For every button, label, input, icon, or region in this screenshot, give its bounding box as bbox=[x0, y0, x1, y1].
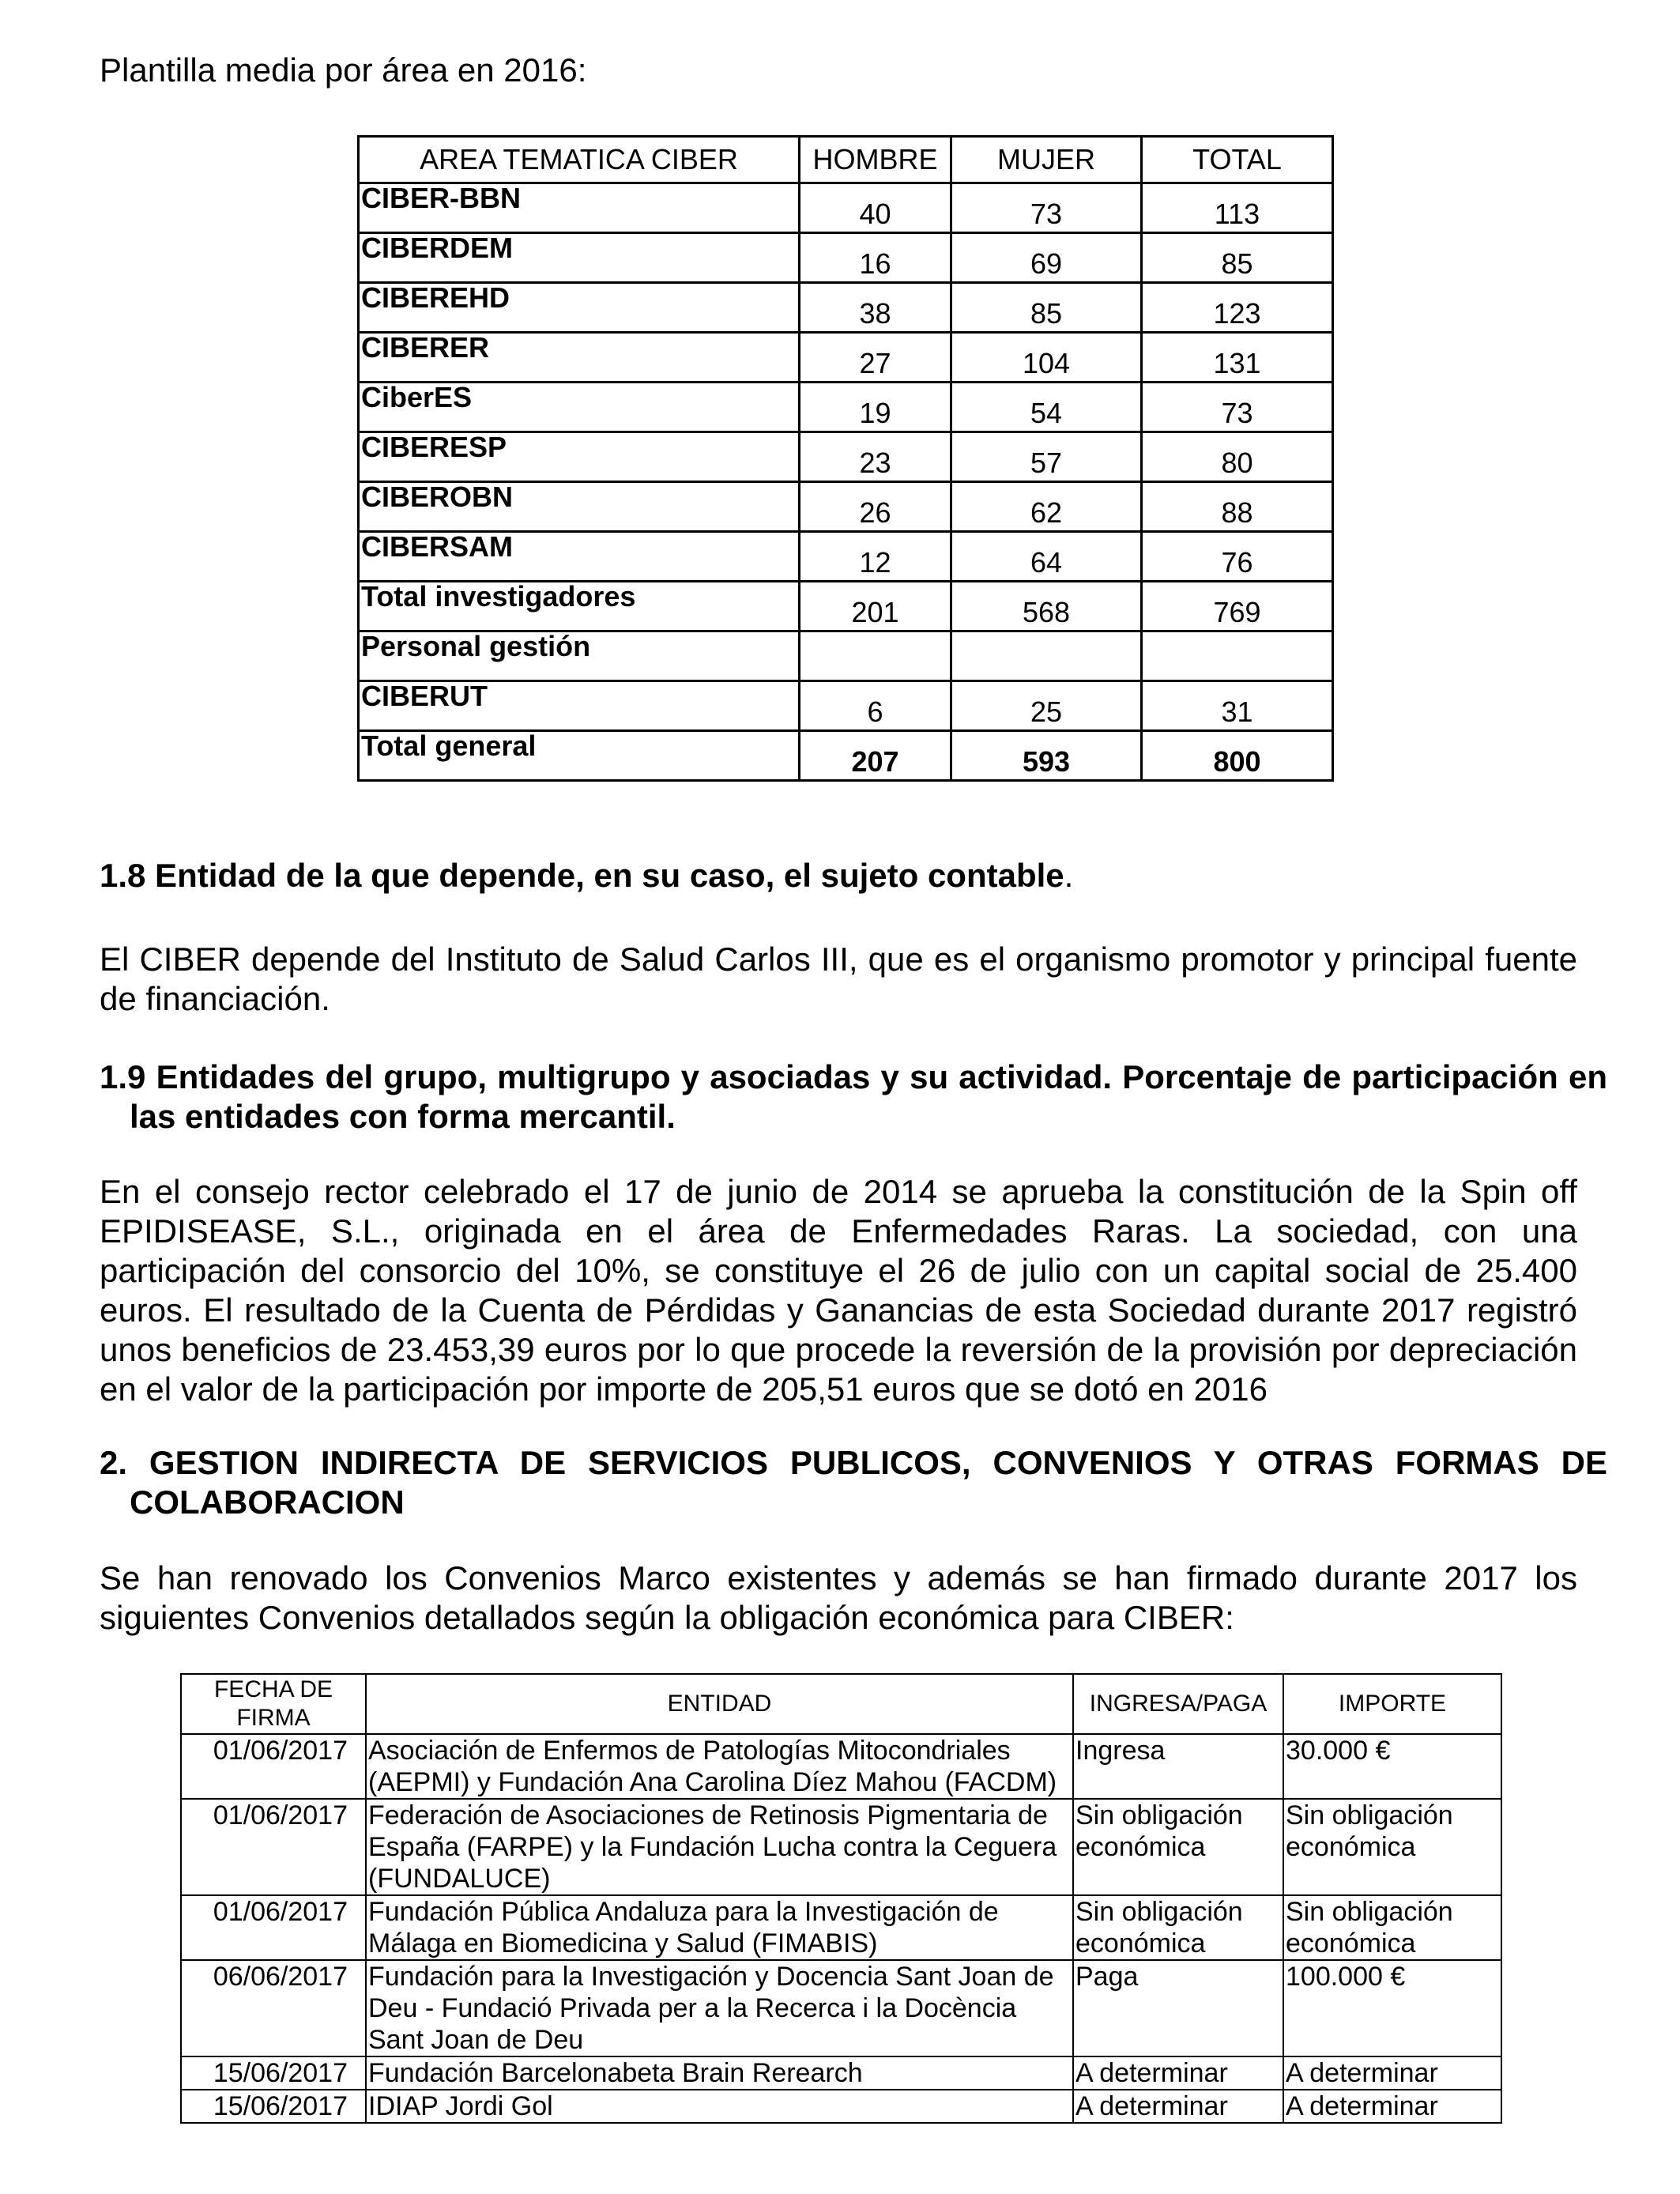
agreements-table-header bbox=[181, 1674, 1501, 1734]
area-cell: CIBERSAM bbox=[359, 532, 800, 582]
table-row bbox=[181, 1734, 1501, 1799]
section-1-8-heading-suffix: . bbox=[1064, 857, 1074, 894]
table-row bbox=[359, 333, 1333, 383]
hombre-cell: 6 bbox=[800, 681, 951, 731]
total-cell: 800 bbox=[1142, 731, 1333, 781]
hombre-cell: 12 bbox=[800, 532, 951, 582]
table-row-total bbox=[359, 731, 1333, 781]
agreements-table bbox=[180, 1673, 1502, 2124]
date-cell: 01/06/2017 bbox=[181, 1734, 366, 1799]
hombre-cell bbox=[800, 631, 951, 681]
area-cell: CIBER-BBN bbox=[359, 183, 800, 233]
table-row bbox=[181, 1895, 1501, 1960]
date-cell: 06/06/2017 bbox=[181, 1960, 366, 2056]
total-cell: 80 bbox=[1142, 432, 1333, 482]
table-row bbox=[359, 582, 1333, 631]
obligation-cell: Sin obligación económica bbox=[1073, 1799, 1283, 1895]
section-1-9-text: En el consejo rector celebrado el 17 de junio de 2014 se aprueba la constitución de la Spin off EPIDISEASE, S.L., originada en el área de Enfermedades Raras. La sociedad, con una participación del consorcio del 10%, se constituye el 26 de julio con un capital social de 25.400 euros. El resultado de la Cuenta de Pérdidas y Ganancias de esta Sociedad durante 2017 registró unos beneficios de 23.453,39 euros por lo que procede la reversión de la provisión por depreciación en el valor de la participación por importe de 205,51 euros que se dotó en 2016 bbox=[100, 1173, 1577, 1408]
area-cell: CIBEREHD bbox=[359, 283, 800, 333]
mujer-cell: 593 bbox=[951, 731, 1142, 781]
entity-cell: Fundación para la Investigación y Docencia Sant Joan de Deu - Fundació Privada per a la Recerca i la Docència Sant Joan de Deu bbox=[366, 1960, 1073, 2056]
section-1-8-heading bbox=[100, 856, 1577, 895]
total-cell: 73 bbox=[1142, 383, 1333, 432]
obligation-cell: Paga bbox=[1073, 1960, 1283, 2056]
amount-cell: Sin obligación económica bbox=[1283, 1799, 1501, 1895]
entity-cell: Fundación Barcelonabeta Brain Rerearch bbox=[366, 2056, 1073, 2090]
total-cell: 88 bbox=[1142, 482, 1333, 532]
table-row bbox=[181, 1799, 1501, 1895]
table-row bbox=[181, 2056, 1501, 2090]
total-cell: 76 bbox=[1142, 532, 1333, 582]
table-row bbox=[359, 482, 1333, 532]
obligation-cell: A determinar bbox=[1073, 2056, 1283, 2090]
intro-text: Plantilla media por área en 2016: bbox=[100, 51, 587, 89]
total-cell: 85 bbox=[1142, 233, 1333, 283]
section-1-8-heading-text: 1.8 Entidad de la que depende, en su caso, el sujeto contable bbox=[100, 857, 1064, 894]
amount-cell: Sin obligación económica bbox=[1283, 1895, 1501, 1960]
header-total: TOTAL bbox=[1142, 137, 1333, 183]
entity-cell: Asociación de Enfermos de Patologías Mitocondriales (AEPMI) y Fundación Ana Carolina Díez Mahou (FACDM) bbox=[366, 1734, 1073, 1799]
area-cell: Personal gestión bbox=[359, 631, 800, 681]
area-cell: Total general bbox=[359, 731, 800, 781]
amount-cell: A determinar bbox=[1283, 2056, 1501, 2090]
header-entidad: ENTIDAD bbox=[366, 1674, 1073, 1734]
hombre-cell: 16 bbox=[800, 233, 951, 283]
hombre-cell: 40 bbox=[800, 183, 951, 233]
mujer-cell: 57 bbox=[951, 432, 1142, 482]
table-row bbox=[359, 233, 1333, 283]
mujer-cell: 69 bbox=[951, 233, 1142, 283]
header-ingresa-paga: INGRESA/PAGA bbox=[1073, 1674, 1283, 1734]
hombre-cell: 19 bbox=[800, 383, 951, 432]
hombre-cell: 27 bbox=[800, 333, 951, 383]
total-cell: 123 bbox=[1142, 283, 1333, 333]
header-fecha: FECHA DE FIRMA bbox=[181, 1674, 366, 1734]
mujer-cell: 85 bbox=[951, 283, 1142, 333]
mujer-cell: 25 bbox=[951, 681, 1142, 731]
hombre-cell: 207 bbox=[800, 731, 951, 781]
staff-table bbox=[357, 135, 1334, 782]
hombre-cell: 201 bbox=[800, 582, 951, 631]
table-row bbox=[359, 183, 1333, 233]
area-cell: CIBERUT bbox=[359, 681, 800, 731]
total-cell: 131 bbox=[1142, 333, 1333, 383]
total-cell: 113 bbox=[1142, 183, 1333, 233]
table-row bbox=[359, 283, 1333, 333]
hombre-cell: 23 bbox=[800, 432, 951, 482]
area-cell: CIBERESP bbox=[359, 432, 800, 482]
table-row bbox=[359, 681, 1333, 731]
table-row bbox=[181, 1960, 1501, 2056]
section-2-heading: 2. GESTION INDIRECTA DE SERVICIOS PUBLICOS, CONVENIOS Y OTRAS FORMAS DE COLABORACION bbox=[100, 1444, 1607, 1521]
entity-cell: Federación de Asociaciones de Retinosis Pigmentaria de España (FARPE) y la Fundación Lucha contra la Ceguera (FUNDALUCE) bbox=[366, 1799, 1073, 1895]
header-hombre: HOMBRE bbox=[800, 137, 951, 183]
table-row bbox=[359, 383, 1333, 432]
entity-cell: Fundación Pública Andaluza para la Investigación de Málaga en Biomedicina y Salud (FIMABIS) bbox=[366, 1895, 1073, 1960]
table-row bbox=[359, 432, 1333, 482]
table-row bbox=[181, 2090, 1501, 2123]
mujer-cell: 64 bbox=[951, 532, 1142, 582]
mujer-cell: 54 bbox=[951, 383, 1142, 432]
mujer-cell: 73 bbox=[951, 183, 1142, 233]
area-cell: Total investigadores bbox=[359, 582, 800, 631]
section-2-text: Se han renovado los Convenios Marco existentes y además se han firmado durante 2017 los siguientes Convenios detallados según la obligación económica para CIBER: bbox=[100, 1559, 1577, 1636]
table-row bbox=[359, 631, 1333, 681]
table-row bbox=[359, 532, 1333, 582]
obligation-cell: A determinar bbox=[1073, 2090, 1283, 2123]
date-cell: 15/06/2017 bbox=[181, 2090, 366, 2123]
area-cell: CIBERER bbox=[359, 333, 800, 383]
date-cell: 15/06/2017 bbox=[181, 2056, 366, 2090]
mujer-cell: 62 bbox=[951, 482, 1142, 532]
area-cell: CIBERDEM bbox=[359, 233, 800, 283]
mujer-cell: 568 bbox=[951, 582, 1142, 631]
mujer-cell bbox=[951, 631, 1142, 681]
total-cell: 769 bbox=[1142, 582, 1333, 631]
mujer-cell: 104 bbox=[951, 333, 1142, 383]
hombre-cell: 38 bbox=[800, 283, 951, 333]
amount-cell: 100.000 € bbox=[1283, 1960, 1501, 2056]
total-cell: 31 bbox=[1142, 681, 1333, 731]
header-area: AREA TEMATICA CIBER bbox=[359, 137, 800, 183]
staff-table-header bbox=[359, 137, 1333, 183]
amount-cell: A determinar bbox=[1283, 2090, 1501, 2123]
total-cell bbox=[1142, 631, 1333, 681]
date-cell: 01/06/2017 bbox=[181, 1799, 366, 1895]
obligation-cell: Sin obligación económica bbox=[1073, 1895, 1283, 1960]
hombre-cell: 26 bbox=[800, 482, 951, 532]
area-cell: CiberES bbox=[359, 383, 800, 432]
date-cell: 01/06/2017 bbox=[181, 1895, 366, 1960]
header-mujer: MUJER bbox=[951, 137, 1142, 183]
obligation-cell: Ingresa bbox=[1073, 1734, 1283, 1799]
entity-cell: IDIAP Jordi Gol bbox=[366, 2090, 1073, 2123]
section-1-8-text: El CIBER depende del Instituto de Salud Carlos III, que es el organismo promotor y principal fuente de financiación. bbox=[100, 941, 1577, 1017]
section-1-9-heading: 1.9 Entidades del grupo, multigrupo y asociadas y su actividad. Porcentaje de participación en las entidades con forma mercantil. bbox=[100, 1058, 1607, 1135]
header-importe: IMPORTE bbox=[1283, 1674, 1501, 1734]
area-cell: CIBEROBN bbox=[359, 482, 800, 532]
amount-cell: 30.000 € bbox=[1283, 1734, 1501, 1799]
